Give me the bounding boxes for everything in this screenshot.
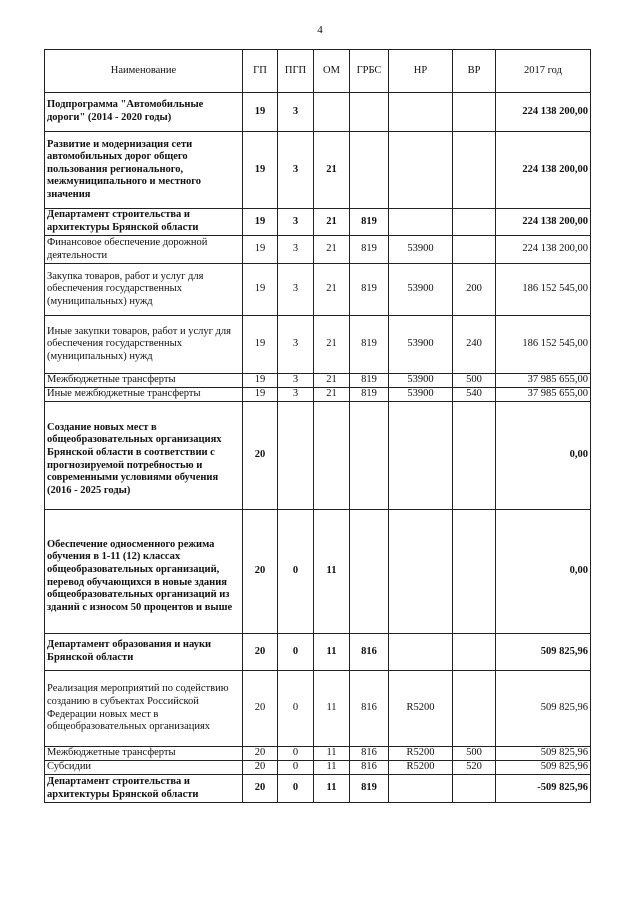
row-om: 11 [314,634,350,671]
header-om: ОМ [314,50,350,93]
row-amount: 37 985 655,00 [496,374,591,388]
row-nr: 53900 [389,236,453,264]
row-om: 11 [314,775,350,803]
row-pgp: 3 [278,209,314,236]
table-row [45,209,591,236]
row-om: 21 [314,316,350,374]
row-gp: 19 [243,93,278,132]
row-name: Департамент строительства и архитектуры Брянской области [45,775,243,803]
row-name: Иные межбюджетные трансферты [45,388,243,402]
header-name: Наименование [45,50,243,93]
table-row [45,402,591,510]
row-gp: 20 [243,634,278,671]
row-gp: 20 [243,775,278,803]
row-pgp: 0 [278,634,314,671]
row-vr [453,775,496,803]
row-pgp: 3 [278,388,314,402]
row-grbs [350,132,389,209]
row-nr [389,132,453,209]
row-vr [453,209,496,236]
row-amount: 224 138 200,00 [496,132,591,209]
table-row [45,264,591,316]
row-nr [389,775,453,803]
row-name: Департамент строительства и архитектуры Брянской области [45,209,243,236]
table-row [45,747,591,761]
row-amount: 224 138 200,00 [496,236,591,264]
row-grbs: 819 [350,316,389,374]
row-amount: 509 825,96 [496,761,591,775]
table-row [45,634,591,671]
row-om: 11 [314,761,350,775]
row-gp: 19 [243,236,278,264]
row-om: 21 [314,209,350,236]
row-pgp: 0 [278,510,314,634]
row-grbs: 816 [350,761,389,775]
row-om: 11 [314,510,350,634]
row-om: 21 [314,132,350,209]
table-row [45,374,591,388]
row-vr: 500 [453,747,496,761]
header-nr: НР [389,50,453,93]
row-om: 21 [314,264,350,316]
row-pgp: 3 [278,264,314,316]
row-name: Межбюджетные трансферты [45,374,243,388]
row-om: 21 [314,236,350,264]
budget-table [44,49,591,803]
table-row [45,388,591,402]
row-gp: 19 [243,374,278,388]
row-name: Обеспечение односменного режима обучения в 1-11 (12) классах общеобразовательных организаций, перевод обучающихся в новые здания общеобразовательных организаций из зданий с износом 50 процентов и выше [45,510,243,634]
row-grbs: 819 [350,374,389,388]
row-om: 21 [314,388,350,402]
row-pgp: 3 [278,132,314,209]
row-grbs [350,510,389,634]
row-gp: 20 [243,510,278,634]
row-name: Финансовое обеспечение дорожной деятельности [45,236,243,264]
row-amount: 0,00 [496,510,591,634]
row-gp: 19 [243,316,278,374]
row-gp: 19 [243,132,278,209]
row-nr [389,209,453,236]
row-nr: R5200 [389,761,453,775]
row-pgp [278,402,314,510]
row-pgp: 3 [278,316,314,374]
row-name: Развитие и модернизация сети автомобильных дорог общего пользования регионального, межмуниципального и местного значения [45,132,243,209]
row-grbs: 819 [350,264,389,316]
row-vr [453,634,496,671]
row-vr [453,402,496,510]
row-name: Субсидии [45,761,243,775]
page-number: 4 [317,24,323,36]
row-amount: 37 985 655,00 [496,388,591,402]
table-row [45,671,591,747]
row-vr [453,236,496,264]
row-nr: 53900 [389,264,453,316]
table-row [45,761,591,775]
row-gp: 20 [243,761,278,775]
row-vr: 200 [453,264,496,316]
row-gp: 19 [243,209,278,236]
row-amount: 186 152 545,00 [496,264,591,316]
header-grbs: ГРБС [350,50,389,93]
row-pgp: 3 [278,93,314,132]
header-row [45,50,591,93]
row-gp: 20 [243,747,278,761]
row-vr: 540 [453,388,496,402]
row-grbs: 819 [350,775,389,803]
row-name: Подпрограмма "Автомобильные дороги" (2014 - 2020 годы) [45,93,243,132]
row-om: 21 [314,374,350,388]
row-amount: 509 825,96 [496,671,591,747]
row-om: 11 [314,671,350,747]
row-nr: 53900 [389,316,453,374]
row-amount: 509 825,96 [496,747,591,761]
row-vr [453,510,496,634]
row-grbs: 816 [350,634,389,671]
table-row [45,93,591,132]
header-year: 2017 год [496,50,591,93]
row-grbs: 819 [350,236,389,264]
row-gp: 19 [243,264,278,316]
row-vr [453,93,496,132]
row-nr [389,402,453,510]
row-pgp: 0 [278,671,314,747]
row-nr: R5200 [389,671,453,747]
row-nr: R5200 [389,747,453,761]
row-vr [453,671,496,747]
row-gp: 19 [243,388,278,402]
row-amount: 224 138 200,00 [496,93,591,132]
row-nr: 53900 [389,374,453,388]
row-om [314,93,350,132]
row-amount: 186 152 545,00 [496,316,591,374]
table-row [45,316,591,374]
row-nr: 53900 [389,388,453,402]
header-vr: ВР [453,50,496,93]
header-gp: ГП [243,50,278,93]
row-om: 11 [314,747,350,761]
table-row [45,775,591,803]
row-grbs [350,402,389,510]
table-row [45,132,591,209]
row-nr [389,93,453,132]
row-amount: 0,00 [496,402,591,510]
row-pgp: 0 [278,761,314,775]
row-grbs: 816 [350,747,389,761]
row-name: Создание новых мест в общеобразовательных организациях Брянской области в соответствии с прогнозируемой потребностью и современными условиями обучения (2016 - 2025 годы) [45,402,243,510]
row-name: Реализация мероприятий по содействию созданию в субъектах Российской Федерации новых мест в общеобразовательных организациях [45,671,243,747]
header-pgp: ПГП [278,50,314,93]
row-om [314,402,350,510]
row-pgp: 0 [278,775,314,803]
row-amount: 509 825,96 [496,634,591,671]
row-vr: 240 [453,316,496,374]
row-nr [389,510,453,634]
row-vr: 500 [453,374,496,388]
row-grbs [350,93,389,132]
row-pgp: 3 [278,374,314,388]
row-vr: 520 [453,761,496,775]
row-grbs: 819 [350,209,389,236]
row-gp: 20 [243,402,278,510]
row-name: Иные закупки товаров, работ и услуг для обеспечения государственных (муниципальных) нужд [45,316,243,374]
row-name: Закупка товаров, работ и услуг для обеспечения государственных (муниципальных) нужд [45,264,243,316]
row-amount: 224 138 200,00 [496,209,591,236]
row-grbs: 819 [350,388,389,402]
row-nr [389,634,453,671]
row-pgp: 0 [278,747,314,761]
row-pgp: 3 [278,236,314,264]
row-amount: -509 825,96 [496,775,591,803]
row-name: Департамент образования и науки Брянской области [45,634,243,671]
table-row [45,510,591,634]
row-name: Межбюджетные трансферты [45,747,243,761]
row-grbs: 816 [350,671,389,747]
row-vr [453,132,496,209]
table-row [45,236,591,264]
row-gp: 20 [243,671,278,747]
